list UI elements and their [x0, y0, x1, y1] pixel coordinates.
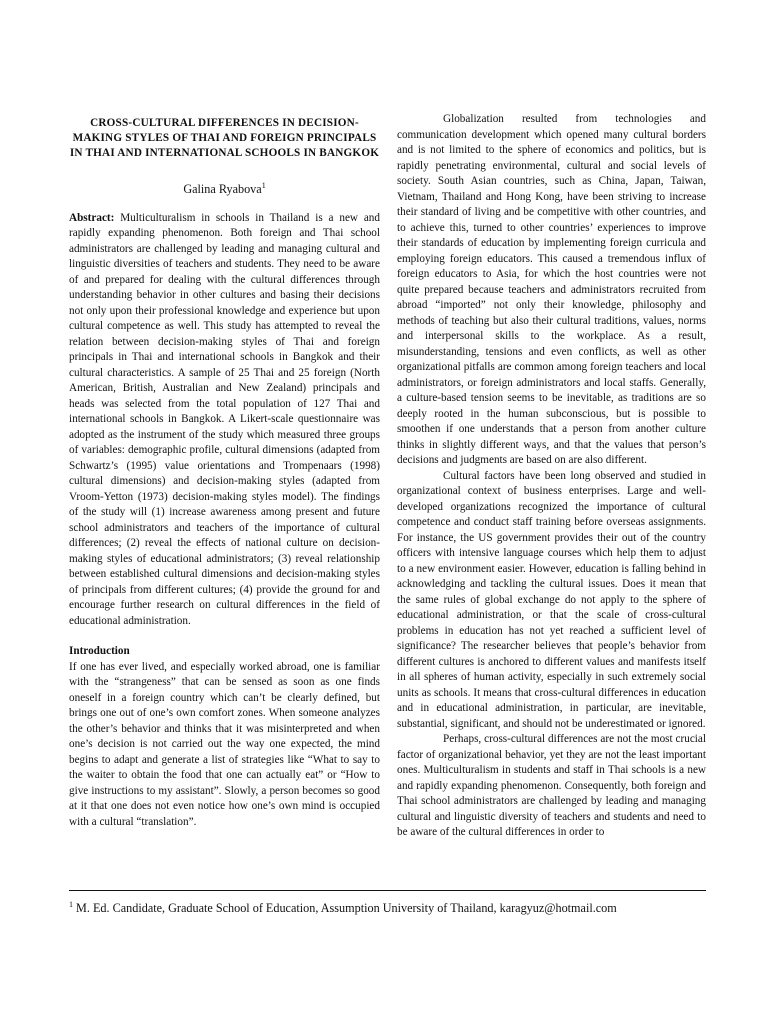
footnote-text: M. Ed. Candidate, Graduate School of Education, Assumption University of Thailand, karagyuz@hotmail.com: [73, 901, 617, 916]
abstract: [69, 211, 380, 630]
footnote: [69, 897, 706, 916]
introduction-heading: Introduction: [69, 645, 130, 658]
body-paragraph-globalization: Globalization resulted from technologies and communication development which opened many cultural borders and is not limited to the sphere of economics and politics, but is rapidly penetrating environmental, cultural and social levels of society. South Asian countries, such as China, Japan, Taiwan, Vietnam, Thailand and Hong Kong, have been striving to increase their standard of living and be competitive with other countries, and to achieve this, turned to other countries’ experiences to improve their standards of education by implementing foreign curricula and employing foreign educators. This caused a tremendous influx of foreign educators to Asia, for which the host countries were not quite prepared because teachers and administrators recruited from abroad “imported” not only their knowledge, philosophy and methods of teaching but also their cultural traditions, values, norms and interpersonal skills to the workplace. As a result, misunderstanding, tensions and even conflicts, as well as other organizational pitfalls are common among foreign teachers and local administrators, or foreign administrators and local staffs. Generally, a culture-based tension seems to be inevitable, as traditions are so deeply rooted in the human subconscious, but is possible to smoothen if one understands that a person from another culture thinks in slightly different ways, and that the values that person’s decisions and judgments are based on are also different.: [397, 113, 706, 466]
paper-title: CROSS-CULTURAL DIFFERENCES IN DECISION-MAKING STYLES OF THAI AND FOREIGN PRINCIPALS IN THAI AND INTERNATIONAL SCHOOLS IN BANGKOK: [69, 117, 380, 160]
abstract-label: Abstract:: [69, 211, 115, 224]
author-footnote-mark: 1: [261, 180, 266, 190]
footnote-divider: [69, 890, 706, 891]
body-paragraph-cultural-factors: Cultural factors have been long observed and studied in organizational context of business enterprises. Large and well-developed organizations recognized the importance of cultural competence and conduct staff training before overseas assignments. For instance, the US government provides their out of the country officers with intensive language courses which help them to adjust to a new environment easier. However, education is falling behind in acknowledging and tackling the cultural issues. Does it mean that the same rules of global exchange do not apply to the sphere of educational administration, or that the scale of cross-cultural problems in education has not yet reached a sufficient level of significance? The researcher believes that people’s behavior from different cultures is anchored to different values and manifests itself in all spheres of human activity, especially in such extremely social units as schools. It means that cross-cultural differences in education and in educational administration, in particular, are inevitable, substantial, significant, and should not be underestimated or ignored.: [397, 469, 706, 730]
left-column: [69, 112, 380, 830]
footnote-mark: 1: [69, 900, 73, 909]
author-name: Galina Ryabova: [183, 181, 262, 196]
author-line: [69, 181, 380, 197]
abstract-text: Multiculturalism in schools in Thailand is a new and rapidly expanding phenomenon. Both foreign and Thai school administrators are challenged by leading and managing cultural and linguistic diversities of teachers and students. They need to be aware of and prepared for dealing with the cultural differences through understanding behavior in other cultures and basing their decisions not only upon their professional knowledge and experience but upon cultural competence as well. This study has attempted to reveal the relation between decision-making styles of Thai and foreign principals in Thai and international schools in Bangkok and their cultural characteristics. A sample of 25 Thai and 25 foreign (North American, British, Australian and New Zealand) principals and heads was selected from the total population of 127 Thai and international schools in Bangkok. A Likert-scale questionnaire was adopted as the instrument of the study which measured three groups of variables: demographic profile, cultural dimensions (adapted from Schwartz’s (1995) value orientations and Trompenaars (1998) cultural dimensions) and decision-making styles (adapted from Vroom-Yetton (1973) decision-making styles model). The findings of the study will (1) increase awareness among present and future school administrators and teachers of the importance of cultural differences; (2) reveal the effects of national culture on decision-making styles of educational administrators; (3) reveal relationship between established cultural dimensions and decision-making styles of principals from different cultures; (4) provide the ground for and encourage further research on cultural differences in the field of educational administration.: [69, 211, 380, 627]
body-paragraph-perhaps: Perhaps, cross-cultural differences are not the most crucial factor of organizational behavior, yet they are not the least important ones. Multiculturalism in students and staff in Thai schools is a new and rapidly expanding phenomenon. Consequently, both foreign and Thai school administrators are challenged by leading and managing cultural and linguistic diversity of teachers and students and need to be aware of the cultural differences in order to: [397, 733, 706, 838]
right-column: [397, 112, 706, 841]
introduction-paragraph: If one has ever lived, and especially worked abroad, one is familiar with the “strangeness” that can be sensed as soon as one finds oneself in a foreign country which can’t be clearly defined, but brings one out of one’s own comfort zones. When someone analyzes the other’s behavior and thinks that it was misinterpreted and when one’s decision is not carried out the way one expected, the mind begins to adapt and generate a list of strategies like “What to say to the waiter to obtain the food that one can actually eat” or “How to give instructions to my assistant”. Slowly, a person becomes so good at it that one does not even notice how one’s own mind is occupied with a cultural “translation”.: [69, 660, 380, 828]
